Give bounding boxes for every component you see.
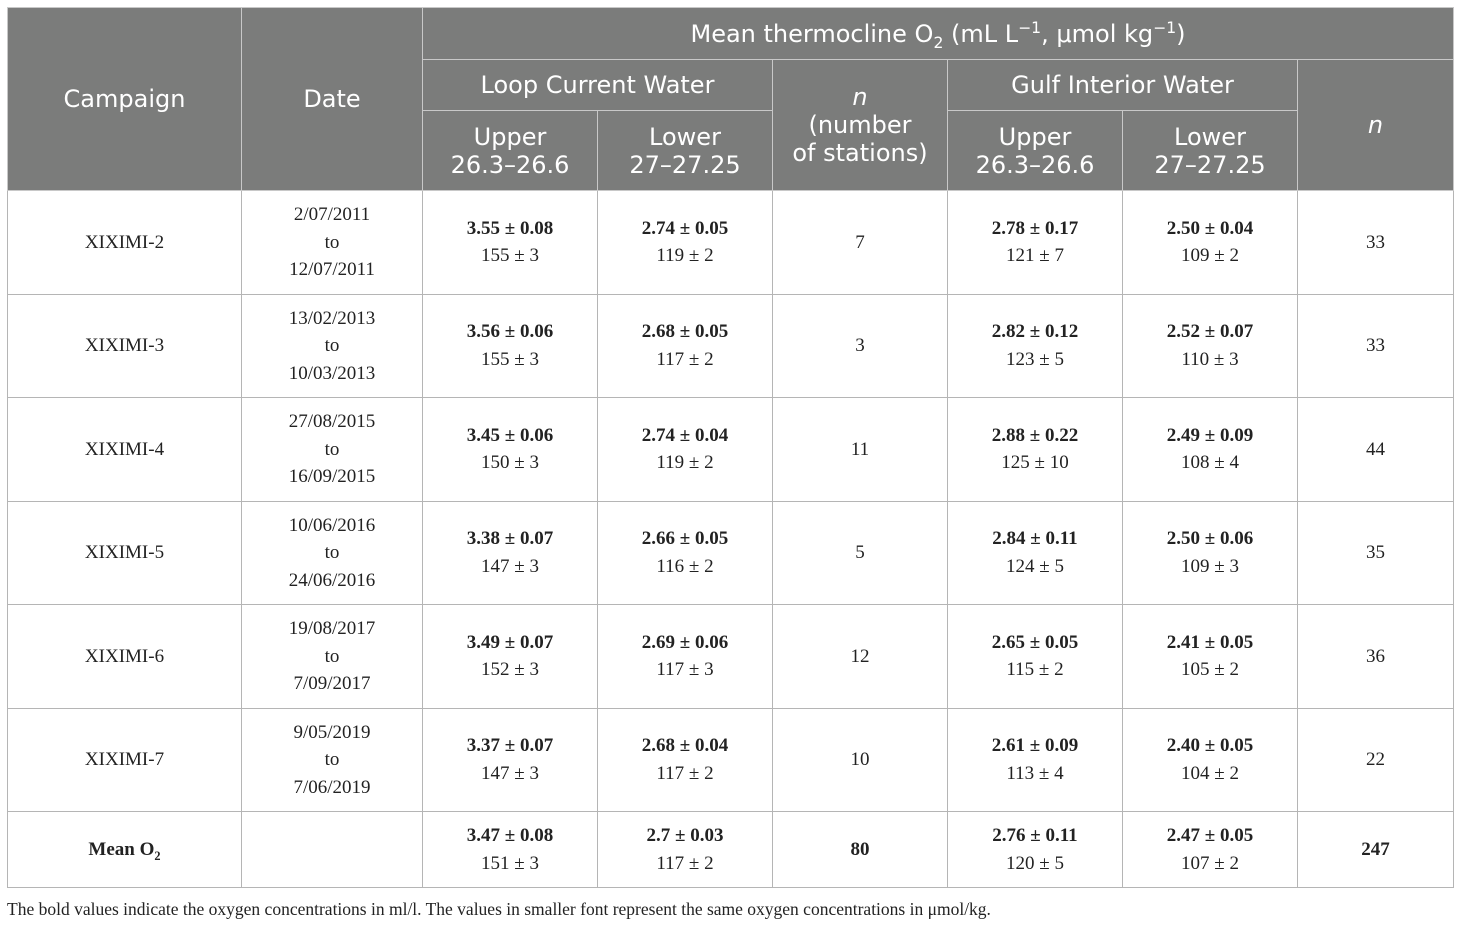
lc-upper-cell: 3.55 ± 0.08 155 ± 3 xyxy=(423,191,598,295)
table-row xyxy=(8,294,1454,398)
mean-label-cell: Mean $O_2$ xyxy=(8,812,242,888)
lc-upper-cell: 3.37 ± 0.07 147 ± 3 xyxy=(423,708,598,812)
gi-lower-cell: 2.50 ± 0.04 109 ± 2 xyxy=(1123,191,1298,295)
n-lc-cell: 3 xyxy=(773,294,948,398)
header-campaign: Campaign xyxy=(8,8,242,191)
header-gulf-interior: Gulf Interior Water xyxy=(948,60,1298,111)
table-header xyxy=(8,8,1454,191)
n-gi-cell: 33 xyxy=(1298,191,1454,295)
oxygen-table xyxy=(7,7,1454,888)
table-row xyxy=(8,708,1454,812)
mean-n-gi-cell: 247 xyxy=(1298,812,1454,888)
date-cell: 2/07/2011 to 12/07/2011 xyxy=(242,191,423,295)
campaign-cell: XIXIMI-6 xyxy=(8,605,242,709)
mean-gi-upper-cell: 2.76 ± 0.11 120 ± 5 xyxy=(948,812,1123,888)
campaign-cell: XIXIMI-7 xyxy=(8,708,242,812)
table-row xyxy=(8,398,1454,502)
n-lc-cell: 11 xyxy=(773,398,948,502)
gi-lower-cell: 2.52 ± 0.07 110 ± 3 xyxy=(1123,294,1298,398)
header-loop-current: Loop Current Water xyxy=(423,60,773,111)
n-gi-cell: 36 xyxy=(1298,605,1454,709)
lc-upper-cell: 3.45 ± 0.06 150 ± 3 xyxy=(423,398,598,502)
lc-lower-cell: 2.74 ± 0.05 119 ± 2 xyxy=(598,191,773,295)
date-cell: 10/06/2016 to 24/06/2016 xyxy=(242,501,423,605)
gi-lower-cell: 2.50 ± 0.06 109 ± 3 xyxy=(1123,501,1298,605)
header-gi-upper: Upper 26.3–26.6 xyxy=(948,111,1123,191)
n-gi-cell: 33 xyxy=(1298,294,1454,398)
campaign-cell: XIXIMI-2 xyxy=(8,191,242,295)
mean-row xyxy=(8,812,1454,888)
date-cell: 27/08/2015 to 16/09/2015 xyxy=(242,398,423,502)
lc-lower-cell: 2.68 ± 0.05 117 ± 2 xyxy=(598,294,773,398)
date-cell: 13/02/2013 to 10/03/2013 xyxy=(242,294,423,398)
mean-lc-upper-cell: 3.47 ± 0.08 151 ± 3 xyxy=(423,812,598,888)
gi-upper-cell: 2.88 ± 0.22 125 ± 10 xyxy=(948,398,1123,502)
campaign-cell: XIXIMI-4 xyxy=(8,398,242,502)
lc-upper-cell: 3.49 ± 0.07 152 ± 3 xyxy=(423,605,598,709)
lc-lower-cell: 2.69 ± 0.06 117 ± 3 xyxy=(598,605,773,709)
n-lc-cell: 5 xyxy=(773,501,948,605)
header-n-stations: n (number of stations) xyxy=(773,60,948,191)
table-body xyxy=(8,191,1454,888)
gi-upper-cell: 2.84 ± 0.11 124 ± 5 xyxy=(948,501,1123,605)
campaign-cell: XIXIMI-5 xyxy=(8,501,242,605)
lc-lower-cell: 2.68 ± 0.04 117 ± 2 xyxy=(598,708,773,812)
gi-upper-cell: 2.78 ± 0.17 121 ± 7 xyxy=(948,191,1123,295)
gi-lower-cell: 2.49 ± 0.09 108 ± 4 xyxy=(1123,398,1298,502)
lc-upper-cell: 3.56 ± 0.06 155 ± 3 xyxy=(423,294,598,398)
lc-lower-cell: 2.66 ± 0.05 116 ± 2 xyxy=(598,501,773,605)
header-lc-lower: Lower 27–27.25 xyxy=(598,111,773,191)
oxygen-table-container xyxy=(7,7,1453,888)
header-date: Date xyxy=(242,8,423,191)
gi-upper-cell: 2.82 ± 0.12 123 ± 5 xyxy=(948,294,1123,398)
header-lc-upper: Upper 26.3–26.6 xyxy=(423,111,598,191)
mean-date-cell xyxy=(242,812,423,888)
gi-lower-cell: 2.41 ± 0.05 105 ± 2 xyxy=(1123,605,1298,709)
mean-n-lc-cell: 80 xyxy=(773,812,948,888)
table-row xyxy=(8,191,1454,295)
mean-lc-lower-cell: 2.7 ± 0.03 117 ± 2 xyxy=(598,812,773,888)
mean-gi-lower-cell: 2.47 ± 0.05 107 ± 2 xyxy=(1123,812,1298,888)
date-cell: 19/08/2017 to 7/09/2017 xyxy=(242,605,423,709)
lc-upper-cell: 3.38 ± 0.07 147 ± 3 xyxy=(423,501,598,605)
gi-lower-cell: 2.40 ± 0.05 104 ± 2 xyxy=(1123,708,1298,812)
n-gi-cell: 35 xyxy=(1298,501,1454,605)
campaign-cell: XIXIMI-3 xyxy=(8,294,242,398)
n-gi-cell: 44 xyxy=(1298,398,1454,502)
header-group-title: Mean thermocline $O_2$ (mL $L^{-1}$, μmol $kg^{-1}$) xyxy=(423,8,1454,60)
lc-lower-cell: 2.74 ± 0.04 119 ± 2 xyxy=(598,398,773,502)
gi-upper-cell: 2.65 ± 0.05 115 ± 2 xyxy=(948,605,1123,709)
gi-upper-cell: 2.61 ± 0.09 113 ± 4 xyxy=(948,708,1123,812)
table-row xyxy=(8,501,1454,605)
n-gi-cell: 22 xyxy=(1298,708,1454,812)
n-lc-cell: 7 xyxy=(773,191,948,295)
table-footnote: The bold values indicate the oxygen concentrations in ml/l. The values in smaller font represent the same oxygen concentrations in μmol/kg. xyxy=(7,899,991,919)
n-lc-cell: 10 xyxy=(773,708,948,812)
table-row xyxy=(8,605,1454,709)
date-cell: 9/05/2019 to 7/06/2019 xyxy=(242,708,423,812)
header-gi-lower: Lower 27–27.25 xyxy=(1123,111,1298,191)
n-lc-cell: 12 xyxy=(773,605,948,709)
header-n-gulf: n xyxy=(1298,60,1454,191)
